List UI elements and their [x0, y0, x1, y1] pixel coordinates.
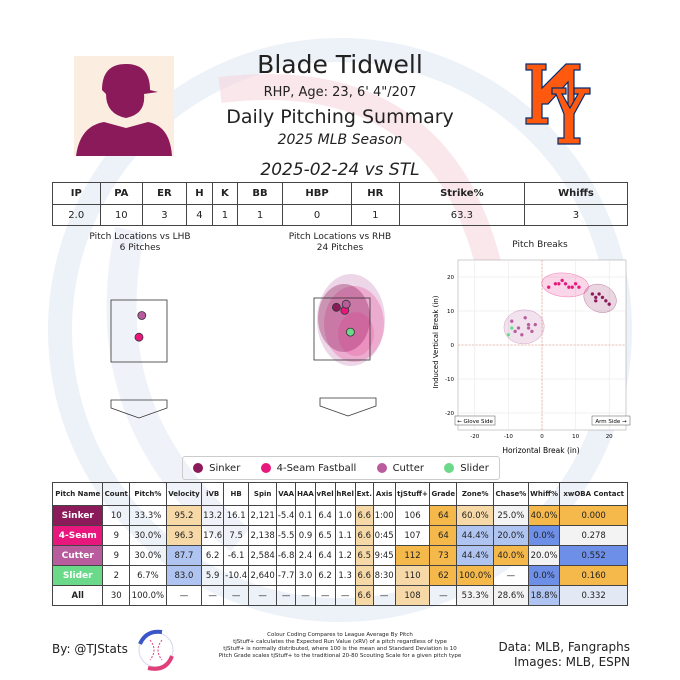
pitch-name-cell: Cutter	[53, 546, 103, 566]
pitch-table-header-row	[53, 483, 628, 506]
break-point	[530, 330, 534, 334]
pitch-table-cell: 96.3	[166, 526, 202, 546]
y-axis-label: Induced Vertical Break (in)	[432, 295, 440, 389]
location-point	[135, 333, 143, 341]
pitch-table-cell: 40.0%	[528, 506, 560, 526]
pitch-table-row	[53, 526, 628, 546]
pitch-table-cell: 6.7%	[130, 566, 167, 586]
rhb-title-text: Pitch Locations vs RHB	[288, 232, 392, 242]
stat-header: Whiffs	[524, 183, 627, 205]
pitch-table-cell: 64	[430, 526, 457, 546]
pitch-table-cell: 30.0%	[130, 546, 167, 566]
break-point	[574, 282, 578, 286]
pitch-table-cell: 1.2	[335, 546, 355, 566]
pitch-name-cell: Sinker	[53, 506, 103, 526]
team-logo	[522, 58, 594, 150]
pitch-table-cell: 10	[103, 506, 130, 526]
glove-side-annotation	[455, 416, 495, 425]
pitch-table-cell: —	[430, 586, 457, 606]
rhb-location-plot	[296, 268, 406, 434]
pitch-table-header: hRel	[335, 483, 355, 506]
pitch-table-cell: 6.6	[355, 506, 373, 526]
stat-value-row	[53, 205, 628, 226]
legend-swatch	[444, 463, 454, 473]
pitch-table-cell: —	[335, 586, 355, 606]
stat-header: HBP	[283, 183, 351, 205]
pitch-table-cell: 6.4	[315, 546, 335, 566]
break-point	[510, 326, 514, 330]
pitch-table-cell: —	[373, 586, 395, 606]
pitch-table-row	[53, 586, 628, 606]
pitch-table-row	[53, 566, 628, 586]
pitch-table-cell: 0.552	[560, 546, 628, 566]
pitch-legend	[182, 456, 500, 480]
game-line: 2025-02-24 vs STL	[260, 160, 420, 180]
pitch-table-cell: 44.4%	[457, 526, 494, 546]
pitch-breaks-chart	[420, 250, 635, 455]
stat-value: 3	[143, 205, 187, 226]
pitch-table-cell: 6.5	[315, 526, 335, 546]
break-point	[523, 316, 527, 320]
break-point	[567, 285, 571, 289]
pitch-table-cell: 2,138	[249, 526, 277, 546]
pitch-table-cell: 9	[103, 526, 130, 546]
pitch-table-cell: 6.6	[355, 526, 373, 546]
pitch-table-cell: 8:30	[373, 566, 395, 586]
break-point	[554, 282, 558, 286]
arm-side-text: Arm Side →	[595, 419, 627, 425]
pitch-table-cell: —	[249, 586, 277, 606]
y-tick-label: 10	[447, 309, 454, 315]
pitch-table-cell: 108	[395, 586, 430, 606]
stat-header: K	[213, 183, 238, 205]
stat-header: BB	[237, 183, 283, 205]
pitch-table-cell: 25.0%	[493, 506, 528, 526]
pitch-table-header: VAA	[277, 483, 296, 506]
break-point	[513, 330, 517, 334]
stat-value: 3	[524, 205, 627, 226]
pitch-table-cell: 17.6	[202, 526, 224, 546]
pitch-table-cell: 0.160	[560, 566, 628, 586]
pitch-table-cell: 0:45	[373, 526, 395, 546]
stat-value: 1	[237, 205, 283, 226]
legend-label: 4-Seam Fastball	[276, 462, 357, 474]
break-point	[533, 323, 537, 327]
break-point	[594, 299, 598, 303]
pitch-table-cell: 33.3%	[130, 506, 167, 526]
pitch-table-cell: 0.0%	[528, 526, 560, 546]
pitch-table-cell: 64	[430, 506, 457, 526]
legend-item-cutter	[377, 463, 424, 474]
y-tick-label: -10	[445, 377, 454, 383]
stat-value: 4	[186, 205, 212, 226]
strike-zone	[111, 300, 167, 362]
lhb-title-text: Pitch Locations vs LHB	[89, 232, 191, 242]
pitch-table-cell: -6.1	[224, 546, 249, 566]
pitch-table-cell: 0.278	[560, 526, 628, 546]
break-point	[601, 296, 605, 300]
break-point	[510, 319, 514, 323]
lhb-location-plot	[96, 290, 186, 430]
pitch-table-cell: 9:45	[373, 546, 395, 566]
pitch-table-header: vRel	[315, 483, 335, 506]
breaks-panel-title: Pitch Breaks	[512, 240, 568, 250]
stat-value: 63.3	[399, 205, 524, 226]
pitch-table-cell: 83.0	[166, 566, 202, 586]
game-stat-table	[52, 182, 628, 226]
break-point	[604, 299, 608, 303]
pitch-table-cell: —	[296, 586, 315, 606]
pitch-table-cell: 100.0%	[457, 566, 494, 586]
home-plate	[111, 400, 167, 418]
pitch-table-cell: 40.0%	[493, 546, 528, 566]
pitch-table-cell: —	[202, 586, 224, 606]
lhb-points	[135, 312, 146, 342]
pitch-table-cell: 2,584	[249, 546, 277, 566]
lhb-pitch-count: 6 Pitches	[119, 243, 161, 253]
break-point	[577, 285, 581, 289]
pitch-table-header: iVB	[202, 483, 224, 506]
pitch-metrics-table	[52, 482, 628, 606]
pitch-table-cell: 1:00	[373, 506, 395, 526]
break-point	[507, 333, 511, 337]
pitch-table-cell: 6.4	[315, 506, 335, 526]
location-point	[138, 312, 146, 320]
pitch-table-cell: 87.7	[166, 546, 202, 566]
pitch-table-cell: 1.0	[335, 506, 355, 526]
pitch-table-cell: 0.000	[560, 506, 628, 526]
pitch-table-cell: —	[224, 586, 249, 606]
pitch-table-cell: 20.0%	[493, 526, 528, 546]
pitch-table-cell: 7.5	[224, 526, 249, 546]
methodology-footnote	[210, 632, 470, 660]
x-tick-label: -10	[503, 434, 513, 440]
y-tick-label: -20	[445, 411, 454, 417]
pitch-table-cell: —	[493, 566, 528, 586]
pitch-table-cell: 2,121	[249, 506, 277, 526]
home-plate	[320, 398, 376, 416]
pitch-table-cell: 6.2	[315, 566, 335, 586]
break-point	[560, 279, 564, 283]
pitch-table-cell: 6.2	[202, 546, 224, 566]
location-point	[342, 300, 350, 308]
x-tick-label: -20	[470, 434, 480, 440]
pitch-table-cell: 6.6	[355, 566, 373, 586]
legend-label: Slider	[460, 462, 489, 474]
y-tick-label: 20	[447, 275, 454, 281]
glove-side-text: ← Glove Side	[457, 419, 493, 425]
lhb-panel-title	[60, 232, 220, 254]
pitch-table-header: HAA	[296, 483, 315, 506]
pitch-table-header: Zone%	[457, 483, 494, 506]
pitch-table-cell: —	[277, 586, 296, 606]
break-point	[594, 296, 598, 300]
tjstats-logo	[132, 626, 180, 674]
pitch-table-cell: -5.4	[277, 506, 296, 526]
footnote-line: tjStuff+ is normally distributed, where 100 is the mean and Standard Deviation is 10	[223, 646, 457, 652]
break-point	[517, 326, 521, 330]
pitch-table-header: Ext.	[355, 483, 373, 506]
pitch-table-cell: 13.2	[202, 506, 224, 526]
footnote-line: tjStuff+ calculates the Expected Run Value (xRV) of a pitch regardless of type	[233, 639, 447, 645]
pitch-table-cell: 112	[395, 546, 430, 566]
stat-value: 10	[100, 205, 143, 226]
pitch-table-cell: 2	[103, 566, 130, 586]
pitch-table-cell: —	[166, 586, 202, 606]
pitch-table-cell: 18.8%	[528, 586, 560, 606]
pitch-table-cell: 110	[395, 566, 430, 586]
player-name: Blade Tidwell	[257, 50, 423, 79]
pitch-table-cell: 73	[430, 546, 457, 566]
break-point	[527, 323, 531, 327]
pitch-table-header: Grade	[430, 483, 457, 506]
pitch-table-header: Spin	[249, 483, 277, 506]
pitch-table-header: Axis	[373, 483, 395, 506]
break-point	[527, 326, 531, 330]
pitch-table-header: tjStuff+	[395, 483, 430, 506]
pitch-table-cell: 1.3	[335, 566, 355, 586]
pitch-table-header: Count	[103, 483, 130, 506]
pitch-table-cell: 6.6	[355, 586, 373, 606]
pitch-table-cell: 20.0%	[528, 546, 560, 566]
pitch-table-cell: -5.5	[277, 526, 296, 546]
stat-header: HR	[351, 183, 399, 205]
pitch-table-body	[53, 506, 628, 606]
stat-value: 2.0	[53, 205, 101, 226]
pitch-table-cell: 62	[430, 566, 457, 586]
pitch-table-header: Velocity	[166, 483, 202, 506]
pitch-table-cell: 0.9	[296, 526, 315, 546]
break-point	[547, 285, 551, 289]
footnote-line: Pitch Grade scales tjStuff+ to the traditional 20-80 Scouting Scale for a given pitch type	[218, 653, 462, 659]
pitch-table-cell: 0.332	[560, 586, 628, 606]
pitch-table-header: xwOBA Contact	[560, 483, 628, 506]
pitch-table-header: Pitch%	[130, 483, 167, 506]
byline: By: @TJStats	[52, 642, 128, 656]
legend-item-fourseam	[261, 463, 357, 474]
location-point	[346, 328, 354, 336]
x-tick-label: 10	[572, 434, 580, 440]
pitch-table-cell: 30	[103, 586, 130, 606]
stat-header-row	[53, 183, 628, 205]
location-point	[332, 303, 340, 311]
stat-header: Strike%	[399, 183, 524, 205]
x-tick-label: 0	[540, 434, 544, 440]
legend-label: Sinker	[209, 462, 241, 474]
pitch-table-cell: -10.4	[224, 566, 249, 586]
player-headshot-image	[74, 56, 174, 156]
player-info: RHP, Age: 23, 6' 4"/207	[263, 85, 417, 100]
stat-header: PA	[100, 183, 143, 205]
slider-density	[338, 312, 374, 356]
break-point	[597, 292, 601, 296]
pitch-table-cell: 28.6%	[493, 586, 528, 606]
break-point	[607, 302, 611, 306]
pitch-table-cell: 9	[103, 546, 130, 566]
stat-header: IP	[53, 183, 101, 205]
pitch-name-cell: 4-Seam	[53, 526, 103, 546]
pitch-table-cell: 0.1	[296, 506, 315, 526]
pitch-table-cell: 60.0%	[457, 506, 494, 526]
y-tick-label: 0	[450, 343, 454, 349]
legend-swatch	[193, 463, 203, 473]
pitch-table-cell: 44.4%	[457, 546, 494, 566]
stat-value: 0	[283, 205, 351, 226]
pitch-table-cell: 95.2	[166, 506, 202, 526]
pitch-table-cell: 16.1	[224, 506, 249, 526]
x-tick-label: 20	[605, 434, 613, 440]
stat-value: 1	[213, 205, 238, 226]
pitch-table-header: HB	[224, 483, 249, 506]
stat-header: ER	[143, 183, 187, 205]
pitch-name-cell: Slider	[53, 566, 103, 586]
break-point	[564, 282, 568, 286]
pitch-table-cell: 0.0%	[528, 566, 560, 586]
credits-images: Images: MLB, ESPN	[513, 655, 630, 669]
pitch-table-cell: 3.0	[296, 566, 315, 586]
legend-item-sinker	[193, 463, 240, 474]
pitch-table-cell: -7.7	[277, 566, 296, 586]
pitch-table-row	[53, 546, 628, 566]
pitch-table-cell: 2,640	[249, 566, 277, 586]
pitch-table-cell: 6.5	[355, 546, 373, 566]
break-point	[520, 333, 524, 337]
legend-label: Cutter	[392, 462, 424, 474]
season-label: 2025 MLB Season	[277, 132, 403, 148]
pitch-table-header: Chase%	[493, 483, 528, 506]
credits-data: Data: MLB, Fangraphs	[498, 640, 630, 654]
pitch-table-cell: 5.9	[202, 566, 224, 586]
pitch-name-cell: All	[53, 586, 103, 606]
legend-item-slider	[444, 463, 489, 474]
legend-swatch	[377, 463, 387, 473]
data-credits	[470, 640, 630, 670]
summary-title: Daily Pitching Summary	[226, 106, 454, 128]
pitch-table-cell: 100.0%	[130, 586, 167, 606]
x-axis-label: Horizontal Break (in)	[502, 446, 580, 455]
stat-value: 1	[351, 205, 399, 226]
pitch-table-cell: 1.1	[335, 526, 355, 546]
arm-side-annotation	[592, 416, 630, 425]
pitch-table-cell: 30.0%	[130, 526, 167, 546]
pitch-table-cell: 106	[395, 506, 430, 526]
legend-swatch	[261, 463, 271, 473]
break-point	[591, 292, 595, 296]
pitch-table-header: Pitch Name	[53, 483, 103, 506]
pitch-table-header: Whiff%	[528, 483, 560, 506]
pitch-table-cell: 2.4	[296, 546, 315, 566]
rhb-pitch-count: 24 Pitches	[316, 243, 364, 253]
pitch-table-cell: —	[315, 586, 335, 606]
footnote-line: Colour Coding Compares to League Average By Pitch	[267, 632, 413, 638]
pitch-table-cell: 53.3%	[457, 586, 494, 606]
stat-header: H	[186, 183, 212, 205]
pitch-table-row	[53, 506, 628, 526]
pitch-table-cell: -6.8	[277, 546, 296, 566]
pitch-table-cell: 107	[395, 526, 430, 546]
rhb-panel-title	[260, 232, 420, 254]
